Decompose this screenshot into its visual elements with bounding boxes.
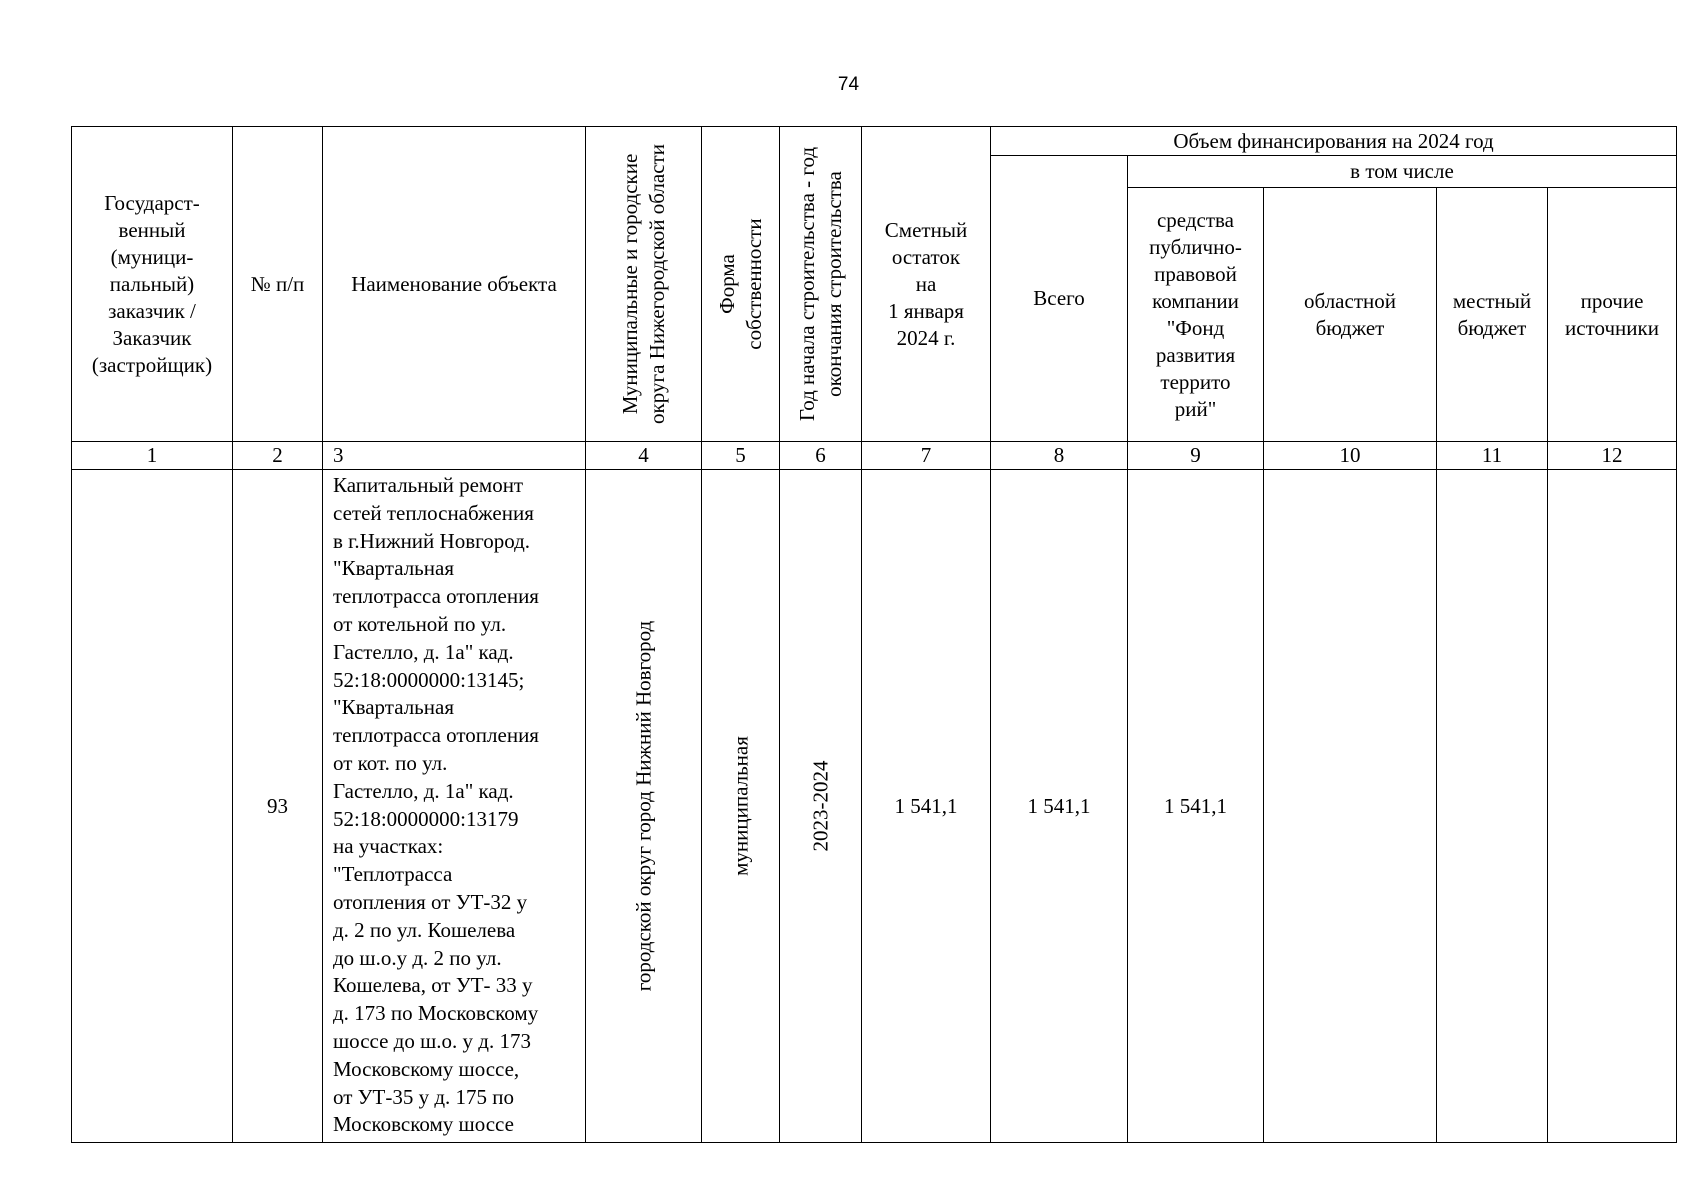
column-number: 2: [233, 442, 323, 470]
header-ownership-text: Форма собственности: [714, 218, 766, 350]
header-total: Всего: [991, 156, 1128, 442]
header-local: местный бюджет: [1437, 188, 1548, 442]
column-number: 3: [323, 442, 586, 470]
header-ownership: [702, 127, 780, 442]
cell-object-name: Капитальный ремонт сетей теплоснабжения в г.Нижний Новгород. "Квартальная теплотрасса отопления от котельной по ул. Гастелло, д. 1а" кад. 52:18:0000000:13145; "Квартальная теплотрасса отопления от кот. по ул. Гастелло, д. 1а" кад. 52:18:0000000:13179 на участках: "Теплотрасса отопления от УТ-32 у д. 2 по ул. Кошелева до ш.о.у д. 2 по ул. Кошелева, от УТ- 33 у д. 173 по Московскому шоссе до ш.о. у д. 173 Московскому шоссе, от УТ-35 у д. 175 по Московскому шоссе: [323, 470, 586, 1143]
cell-municipality: [586, 470, 702, 1143]
header-funding-group: Объем финансирования на 2024 год: [991, 127, 1677, 156]
cell-ownership: [702, 470, 780, 1143]
cell-years: [780, 470, 862, 1143]
cell-item-number: 93: [233, 470, 323, 1143]
cell-years-text: 2023-2024: [808, 760, 832, 852]
column-number: 6: [780, 442, 862, 470]
cell-customer: [72, 470, 233, 1143]
cell-estimate-balance: 1 541,1: [862, 470, 991, 1143]
header-fund: средства публично- правовой компании "Фонд развития террито рий": [1128, 188, 1264, 442]
header-years: [780, 127, 862, 442]
header-customer: Государст- венный (муници- пальный) заказчик / Заказчик (застройщик): [72, 127, 233, 442]
table-row: [72, 470, 1677, 1143]
header-including: в том числе: [1128, 156, 1677, 188]
column-number: 8: [991, 442, 1128, 470]
header-municipalities-text: Муниципальные и городские округа Нижегородской области: [617, 144, 669, 424]
column-number: 11: [1437, 442, 1548, 470]
cell-ownership-text: муниципальная: [728, 736, 752, 876]
header-regional: областной бюджет: [1264, 188, 1437, 442]
cell-other: [1548, 470, 1677, 1143]
header-item-number: № п/п: [233, 127, 323, 442]
column-number: 4: [586, 442, 702, 470]
column-number-row: [72, 442, 1677, 470]
column-number: 12: [1548, 442, 1677, 470]
header-object-name: Наименование объекта: [323, 127, 586, 442]
cell-fund: 1 541,1: [1128, 470, 1264, 1143]
header-municipalities: [586, 127, 702, 442]
page-number: 74: [837, 74, 860, 95]
cell-municipality-text: городской округ город Нижний Новгород: [631, 620, 655, 992]
cell-total: 1 541,1: [991, 470, 1128, 1143]
header-estimate-balance: Сметный остаток на 1 января 2024 г.: [862, 127, 991, 442]
financing-table: [71, 126, 1677, 1143]
column-number: 1: [72, 442, 233, 470]
header-other: прочие источники: [1548, 188, 1677, 442]
column-number: 9: [1128, 442, 1264, 470]
column-number: 10: [1264, 442, 1437, 470]
column-number: 7: [862, 442, 991, 470]
cell-local: [1437, 470, 1548, 1143]
header-years-text: Год начала строительства - год окончания строительства: [794, 146, 846, 422]
cell-regional: [1264, 470, 1437, 1143]
column-number: 5: [702, 442, 780, 470]
